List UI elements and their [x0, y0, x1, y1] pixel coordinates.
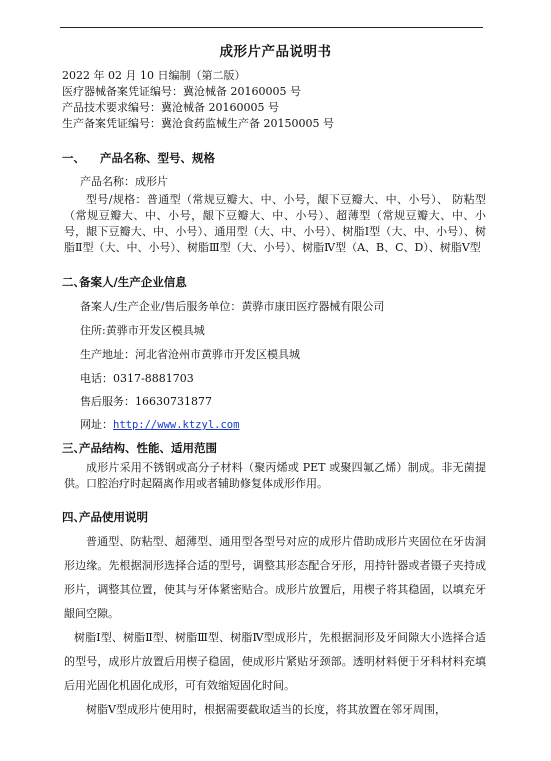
phone-number: 电话：0317-8881703 [80, 372, 194, 385]
section-4-number: 四、 [62, 510, 85, 524]
section-1-title: 产品名称、型号、规格 [100, 151, 215, 165]
structure-performance-text: 成形片采用不锈钢或高分子材料（聚丙烯或 PET 或聚四氟乙烯）制成。非无菌提供。口腔治疗时起隔离作用或者辅助修复体成形作用。 [64, 461, 486, 490]
production-address: 生产地址：河北省沧州市黄骅市开发区模具城 [80, 348, 300, 361]
website-label: 网址： [80, 418, 113, 431]
section-2-heading [62, 274, 187, 290]
registration-number: 医疗器械备案凭证编号：冀沧械备 20160005 号 [62, 85, 301, 98]
website-link[interactable]: http://www.ktzyl.com [113, 419, 240, 431]
product-models: 型号/规格：普通型（常规豆瓣大、中、小号，龈下豆瓣大、中、小号）、 防粘型 （常规豆瓣大、中、小号，龈下豆瓣大、中、小号）、超薄型（常规豆瓣大、中、小号，龈下豆瓣大、中、小号）、通用型（大、中、小号）、树脂Ⅰ型（大、中、小号）、树脂Ⅱ型（大、中、小号）、树脂Ⅲ型（大、小号）、树脂Ⅳ型（A、B、C、D）、树脂Ⅴ型 [64, 193, 486, 254]
product-name: 产品名称：成形片 [80, 175, 168, 188]
usage-paragraph-3: 树脂Ⅴ型成形片使用时，根据需要截取适当的长度，将其放置在邻牙周围， [86, 703, 446, 716]
document-meta [62, 68, 334, 132]
website-line [80, 416, 239, 432]
registrant-info: 备案人/生产企业/售后服务单位：黄骅市康田医疗器械有限公司 [80, 300, 385, 313]
section-2-number: 二、 [62, 275, 85, 289]
residence-address: 住所:黄骅市开发区模具城 [80, 324, 205, 337]
section-3-number: 三、 [62, 441, 85, 455]
section-1-heading [62, 150, 215, 166]
section-4-title: 产品使用说明 [79, 510, 148, 524]
section-2-title: 备案人/生产企业信息 [79, 275, 187, 289]
production-record-number: 生产备案凭证编号：冀沧食药监械生产备 20150005 号 [62, 117, 334, 130]
section-4-heading [62, 509, 148, 525]
usage-paragraph-2: 树脂Ⅰ型、树脂Ⅱ型、树脂Ⅲ型、树脂Ⅳ型成形片，先根据洞形及牙间隙大小选择合适的型号，成形片放置后用楔子稳固，使成形片紧贴牙颈部。透明材料便于牙科材料充填后用光固化机固化成形，可有效缩短固化时间。 [64, 631, 486, 692]
usage-paragraph-1: 普通型、防粘型、超薄型、通用型各型号对应的成形片借助成形片夹固位在牙齿洞形边缘。先根据洞形选择合适的型号，调整其形态配合牙形，用持针器或者镊子夹持成形片，调整其位置，使其与牙体紧密贴合。成形片放置后，用楔子将其稳固，以填充牙龈间空隙。 [64, 535, 486, 620]
section-3-title: 产品结构、性能、适用范围 [79, 441, 217, 455]
section-1-number: 一、 [62, 151, 85, 165]
after-sales-service: 售后服务：16630731877 [80, 395, 212, 408]
document-title: 成形片产品说明书 [219, 44, 332, 60]
section-3-heading [62, 440, 217, 456]
edition-date: 2022 年 02 月 10 日编制（第二版） [62, 69, 246, 82]
tech-requirement-number: 产品技术要求编号：冀沧械备 20160005 号 [62, 101, 279, 114]
header-rule [60, 27, 483, 28]
